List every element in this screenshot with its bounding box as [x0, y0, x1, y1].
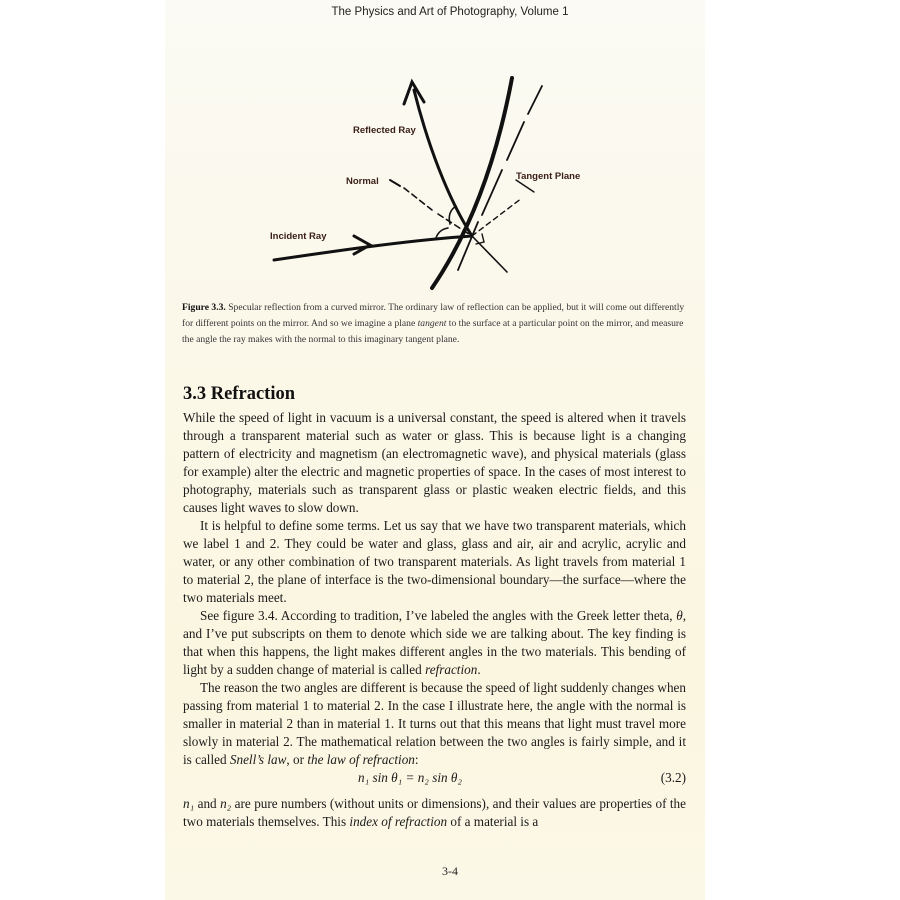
caption-label: Figure 3.3.: [182, 302, 226, 313]
paragraph-4-part-b: , or: [286, 752, 308, 767]
figure-caption: [182, 300, 697, 348]
equation-number: (3.2): [660, 770, 686, 785]
post-equation-text: [183, 795, 686, 831]
reflection-diagram: [262, 72, 622, 297]
perpendicular-line-upper: [472, 198, 522, 236]
tangent-plane-label: Tangent Plane: [516, 171, 581, 182]
paragraph-3-part-c: .: [477, 662, 481, 677]
perpendicular-line: [472, 236, 507, 272]
n1-symbol: n₁: [183, 796, 195, 811]
caption-emphasis: tangent: [417, 318, 447, 329]
page-number: 3-4: [442, 864, 458, 878]
refraction-term: refraction: [425, 662, 478, 677]
running-header: The Physics and Art of Photography, Volume 1: [331, 6, 569, 18]
paragraph-3-part-b: , and I’ve put subscripts on them to denote which side we are talking about. The key finding is that when this happens, the light makes different angles in the two materials. This bending of light by a sudden change of material is called: [183, 608, 686, 677]
reflected-ray: [414, 90, 472, 236]
right-angle-mark: [476, 234, 484, 244]
section-title: 3.3 Refraction: [183, 384, 295, 404]
paragraph-4-part-a: The reason the two angles are different is because the speed of light suddenly changes when passing from material 1 to material 2. In the case I illustrate here, the angle with the normal is smaller in material 2 than in material 1. It turns out that this means that light must travel more slowly in material 2. The mathematical relation between the two angles is fairly simple, and it is called: [183, 680, 686, 767]
caption-text: Specular reflection from a curved mirror. The ordinary law of reflection can be applied, but it will come out differently for different points on the mirror. And so we imagine a plane: [182, 302, 685, 329]
paragraph-2: It is helpful to define some terms. Let us say that we have two transparent materials, which we label 1 and 2. They could be water and glass, glass and air, air and acrylic, acrylic and water, or any other combination of two transparent materials. As light travels from material 1 to material 2, the plane of interface is the two-dimensional boundary—the surface—where the two materials meet.: [183, 518, 686, 605]
reflected-ray-label: Reflected Ray: [353, 125, 416, 136]
body-text: [183, 409, 686, 769]
normal-pointer: [390, 180, 400, 186]
figure-3-3: [262, 72, 622, 297]
theta-symbol: θ: [676, 608, 683, 623]
snells-law-term: Snell’s law: [229, 752, 287, 767]
n2-symbol: n₂: [220, 796, 232, 811]
post-equation-end: of a material is a: [447, 814, 539, 829]
post-equation-sentence: are pure numbers (without units or dimensions), and their values are properties of the two materials themselves. This: [183, 796, 686, 829]
angle-arc-right: [436, 228, 448, 238]
incident-arrowhead: [354, 236, 370, 254]
equation-3-2: [183, 770, 686, 790]
paragraph-3-part-a: See figure 3.4. According to tradition, I’ve labeled the angles with the Greek letter theta,: [200, 608, 677, 623]
paragraph-4-part-c: :: [414, 752, 419, 767]
normal-label: Normal: [346, 176, 379, 187]
normal-line: [404, 188, 472, 236]
incident-ray-label: Incident Ray: [270, 231, 327, 242]
snells-law-equation: n₁ sin θ₁ = n₂ sin θ₂: [358, 770, 462, 785]
and-word: and: [194, 796, 221, 811]
paragraph-4: [183, 679, 686, 769]
law-of-refraction-term: the law of refraction: [307, 752, 415, 767]
caption-text-after: to the surface at a particular point on the mirror, and measure the angle the ray makes with the normal to this imaginary tangent plane.: [182, 318, 684, 345]
paragraph-1: While the speed of light in vacuum is a universal constant, the speed is altered when it travels through a transparent material such as water or glass. This is because light is a changing pattern of electricity and magnetism (an electromagnetic wave), and physical materials (glass for example) alter the electric and magnetic properties of space. In the cases of most interest to photography, materials such as transparent glass or plastic weaken electric fields, and this causes light waves to slow down.: [183, 410, 686, 515]
paragraph-3: [183, 607, 686, 679]
index-of-refraction-term: index of refraction: [349, 814, 448, 829]
